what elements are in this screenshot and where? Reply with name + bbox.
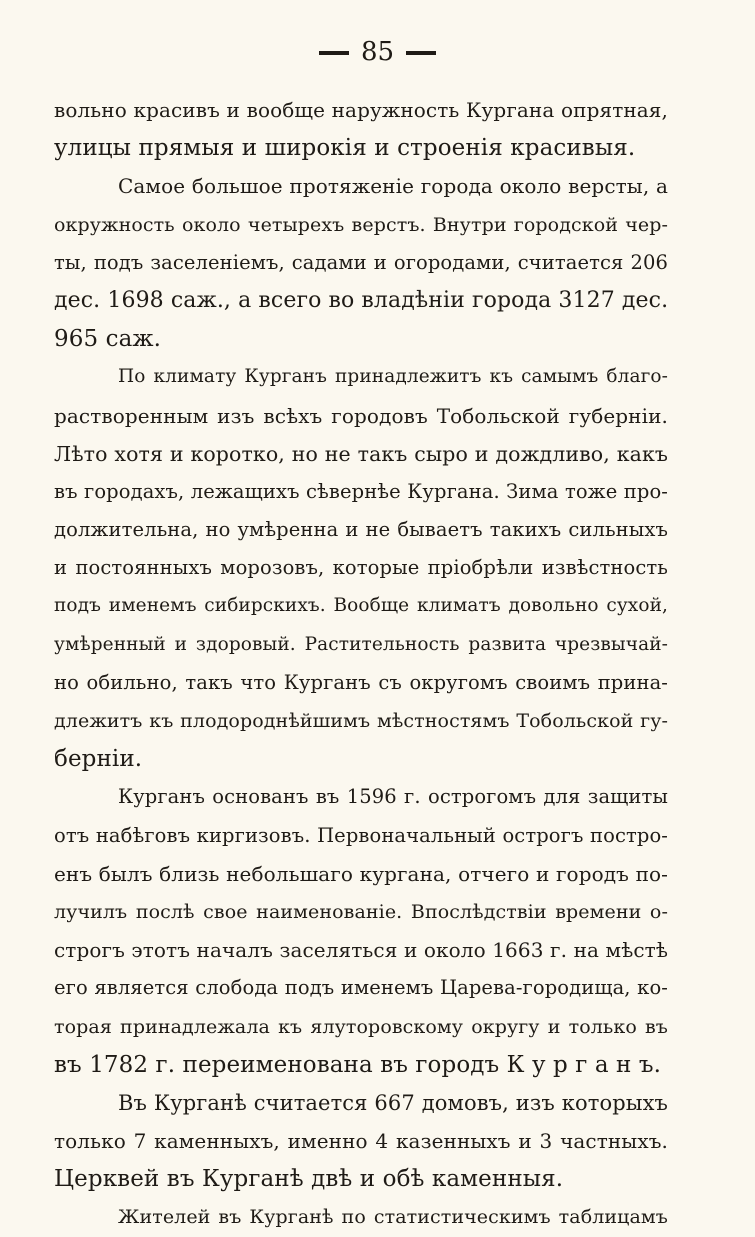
header-dash-left <box>319 51 349 55</box>
text-line: 965 саж. <box>54 326 162 353</box>
page-number: 85 <box>360 37 395 67</box>
text-line: но обильно, такъ что Курганъ съ округомъ своимъ прина- <box>54 670 668 694</box>
text-line: должительна, но умѣренна и не бываетъ такихъ сильныхъ <box>54 518 668 542</box>
text-line: берніи. <box>54 746 143 773</box>
text-line: Лѣто хотя и коротко, но не такъ сыро и дождливо, какъ <box>54 441 668 466</box>
text-line: улицы прямыя и широкія и строенія красивыя. <box>54 135 636 162</box>
text-line: растворенным изъ всѣхъ городовъ Тобольской губерніи. <box>54 403 668 428</box>
text-line: енъ былъ близь небольшаго кургана, отчего и городъ по- <box>54 861 668 886</box>
text-line: подъ именемъ сибирскихъ. Вообще климатъ довольно сухой, <box>54 595 668 617</box>
text-line: только 7 каменныхъ, именно 4 казенныхъ и 3 частныхъ. <box>54 1129 668 1154</box>
text-line: Курганъ основанъ въ 1596 г. острогомъ для защиты <box>118 785 668 809</box>
text-line: его является слобода подъ именемъ Царева-городища, ко- <box>54 976 668 1000</box>
text-line: дес. 1698 саж., а всего во владѣніи города 3127 дес. <box>54 287 669 313</box>
text-line: лучилъ послѣ свое наименованіе. Впослѣдствіи времени о- <box>54 900 668 923</box>
text-line: окружность около четырехъ верстъ. Внутри городской чер- <box>54 213 668 236</box>
text-line: По климату Курганъ принадлежитъ къ самымъ благо- <box>118 366 668 388</box>
page-header <box>0 36 755 68</box>
text-line: ты, подъ заселеніемъ, садами и огородами, считается 206 <box>54 250 668 274</box>
text-line: Жителей въ Курганѣ по статистическимъ таблицамъ <box>118 1206 668 1229</box>
header-dash-right <box>406 51 436 55</box>
text-line: Церквей въ Курганѣ двѣ и обѣ каменныя. <box>54 1166 564 1193</box>
text-line: вольно красивъ и вообще наружность Кургана опрятная, <box>54 98 668 122</box>
body-text <box>54 91 668 1237</box>
text-line: длежитъ къ плодороднѣйшимъ мѣстностямъ Тобольской гу- <box>54 710 668 732</box>
text-line: отъ набѣговъ киргизовъ. Первоначальный острогъ постро- <box>54 823 668 847</box>
text-line: Въ Курганѣ считается 667 домовъ, изъ которыхъ <box>118 1090 668 1115</box>
text-line: въ 1782 г. переименована въ городъ К у р г а н ъ. <box>54 1051 662 1078</box>
text-line: умѣренный и здоровый. Растительность развита чрезвычай- <box>54 633 668 655</box>
text-line: въ городахъ, лежащихъ сѣвернѣе Кургана. Зима тоже про- <box>54 479 668 503</box>
text-line: Самое большое протяженіе города около версты, а <box>118 174 668 199</box>
text-line: и постоянныхъ морозовъ, которые пріобрѣли извѣстность <box>54 556 668 580</box>
text-line: строгъ этотъ началъ заселяться и около 1663 г. на мѣстѣ <box>54 938 668 963</box>
text-line: торая принадлежала къ ялуторовскому округу и только въ <box>54 1015 668 1038</box>
